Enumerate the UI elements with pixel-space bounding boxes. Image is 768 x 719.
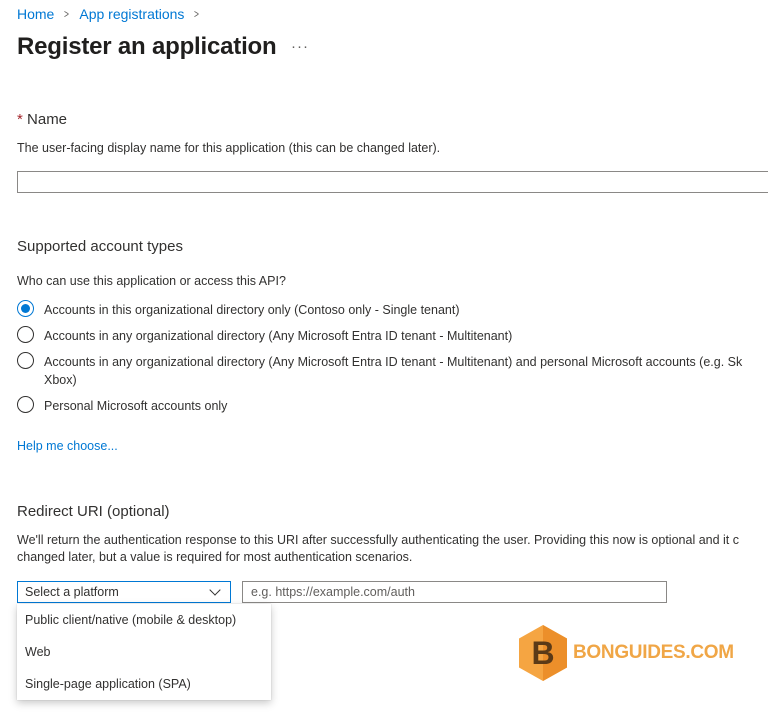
platform-select-value: Select a platform xyxy=(25,585,119,599)
radio-label: Accounts in any organizational directory (Any Microsoft Entra ID tenant - Multitenant) xyxy=(44,329,513,343)
dropdown-option-spa[interactable]: Single-page application (SPA) xyxy=(25,677,191,691)
redirect-uri-description-line2: changed later, but a value is required for most authentication scenarios. xyxy=(17,550,413,564)
redirect-uri-input[interactable] xyxy=(242,581,667,603)
required-asterisk: * xyxy=(17,111,23,128)
account-types-question: Who can use this application or access this API? xyxy=(17,274,286,288)
more-options-icon[interactable]: ··· xyxy=(291,38,309,55)
name-label-text: Name xyxy=(27,111,68,128)
chevron-right-icon: > xyxy=(64,7,70,21)
radio-button-checked[interactable] xyxy=(17,300,34,317)
dropdown-option-public-client[interactable]: Public client/native (mobile & desktop) xyxy=(25,613,237,627)
radio-button[interactable] xyxy=(17,352,34,369)
bonguides-watermark xyxy=(517,624,734,682)
help-me-choose-link[interactable]: Help me choose... xyxy=(17,439,118,453)
breadcrumb-home-link[interactable]: Home xyxy=(17,6,55,22)
bonguides-logo-icon xyxy=(517,624,569,682)
radio-button[interactable] xyxy=(17,326,34,343)
page-title: Register an application xyxy=(17,33,277,60)
platform-select[interactable] xyxy=(17,581,231,603)
chevron-right-icon: > xyxy=(194,7,200,21)
platform-dropdown-menu xyxy=(17,604,271,700)
account-type-option-multitenant-personal[interactable] xyxy=(17,353,742,389)
dropdown-option-web[interactable]: Web xyxy=(25,645,51,659)
radio-label: Personal Microsoft accounts only xyxy=(44,399,228,413)
account-type-option-personal-only[interactable] xyxy=(17,397,227,415)
radio-button[interactable] xyxy=(17,396,34,413)
redirect-uri-heading: Redirect URI (optional) xyxy=(17,503,170,520)
account-types-heading: Supported account types xyxy=(17,238,183,255)
name-description: The user-facing display name for this application (this can be changed later). xyxy=(17,141,441,155)
name-label xyxy=(17,111,67,128)
radio-label: Accounts in this organizational directory only (Contoso only - Single tenant) xyxy=(44,303,460,317)
breadcrumb xyxy=(17,6,209,22)
breadcrumb-app-registrations-link[interactable]: App registrations xyxy=(79,6,185,22)
radio-label-line2: Xbox) xyxy=(44,373,77,387)
chevron-down-icon xyxy=(209,584,220,595)
radio-label xyxy=(44,353,742,389)
redirect-uri-description-line1: We'll return the authentication response to this URI after successfully authenticating the user. Providing this now is optional and it c xyxy=(17,533,739,547)
name-input[interactable] xyxy=(17,171,768,193)
watermark-text: BONGUIDES.COM xyxy=(573,642,734,663)
radio-label-line1: Accounts in any organizational directory (Any Microsoft Entra ID tenant - Multitenant) and personal Microsoft accounts (e.g. Sk xyxy=(44,355,743,369)
account-type-option-multitenant[interactable] xyxy=(17,327,512,345)
watermark-letter: B xyxy=(531,635,555,671)
account-type-option-single-tenant[interactable] xyxy=(17,301,460,319)
